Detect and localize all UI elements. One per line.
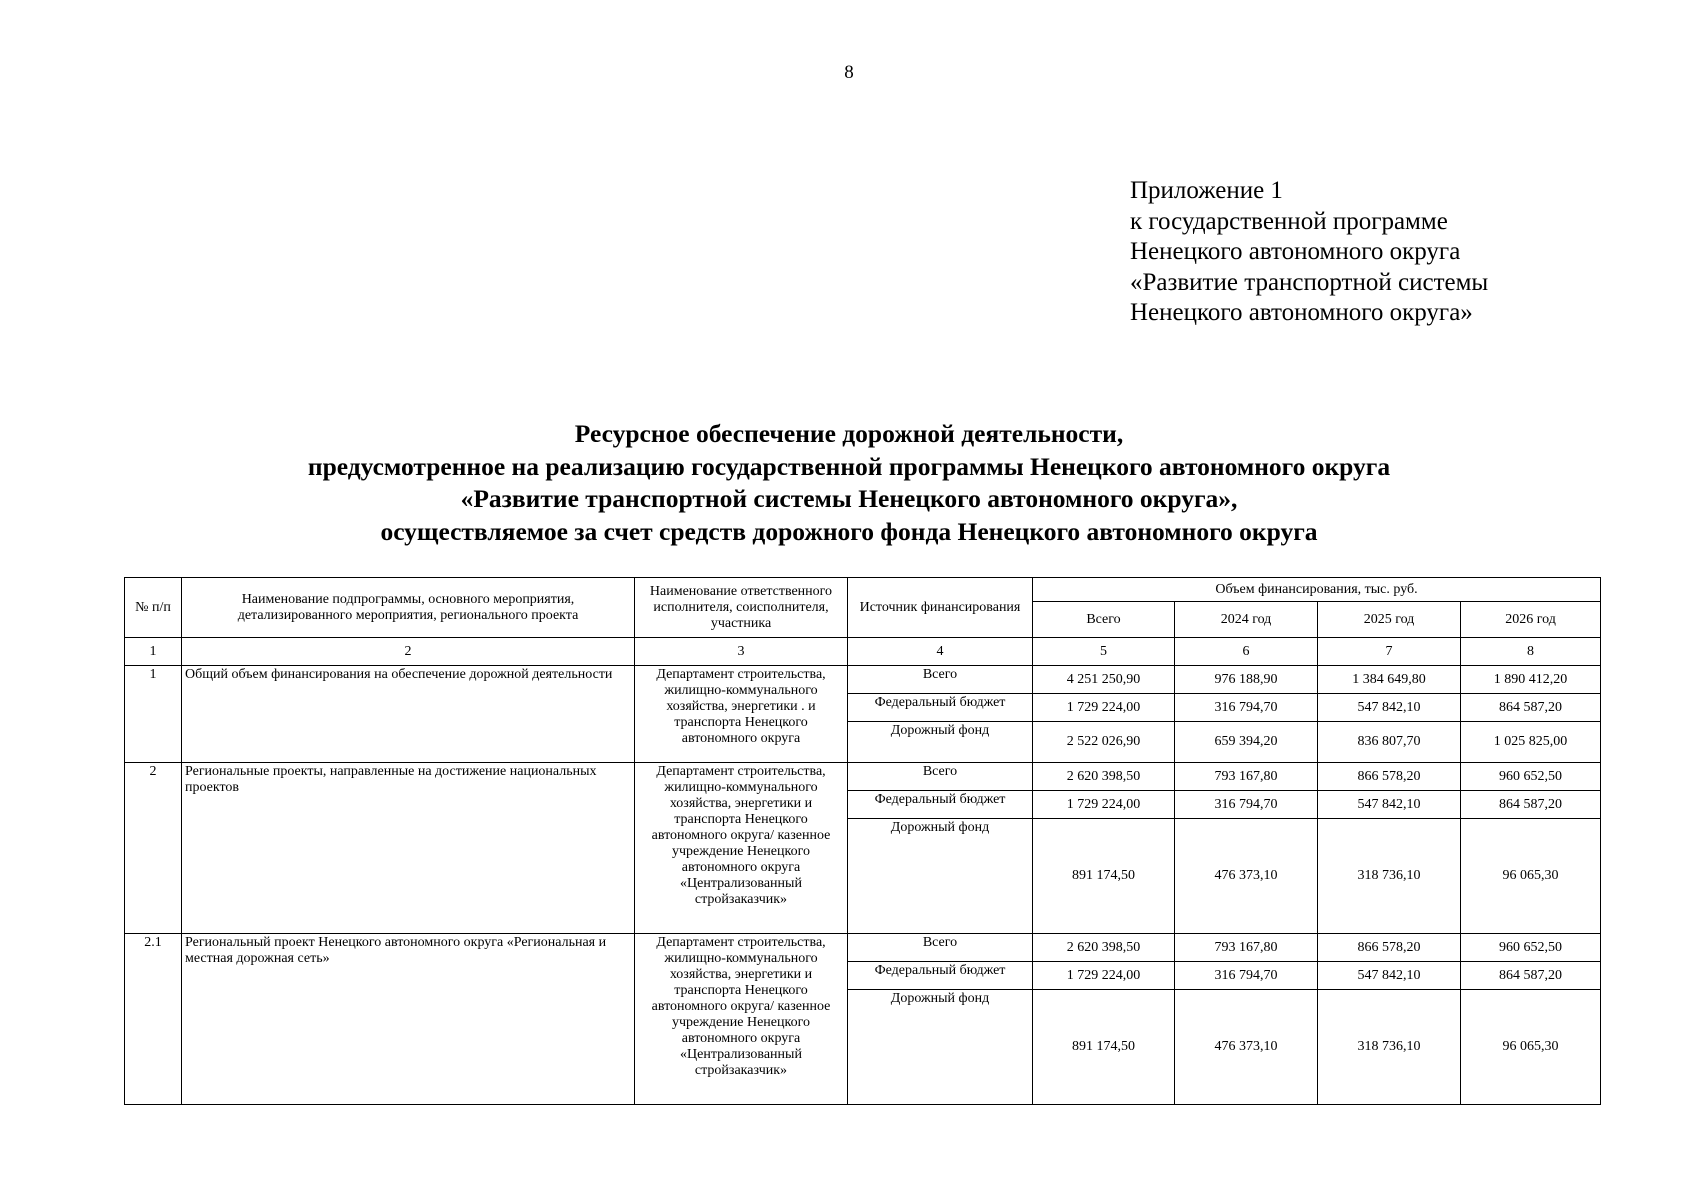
value-2026: 960 652,50: [1461, 934, 1601, 962]
value-2024: 476 373,10: [1175, 819, 1318, 934]
value-2025: 1 384 649,80: [1318, 666, 1461, 694]
row-num: 2.1: [125, 934, 182, 1105]
value-total: 2 620 398,50: [1033, 763, 1175, 791]
row-source: Всего: [848, 934, 1033, 962]
value-2024: 316 794,70: [1175, 791, 1318, 819]
value-2024: 793 167,80: [1175, 934, 1318, 962]
value-2026: 1 025 825,00: [1461, 722, 1601, 763]
col-number: 3: [635, 638, 848, 666]
header-num: № п/п: [125, 578, 182, 638]
value-total: 2 522 026,90: [1033, 722, 1175, 763]
col-number: 8: [1461, 638, 1601, 666]
value-2026: 96 065,30: [1461, 819, 1601, 934]
value-2025: 547 842,10: [1318, 962, 1461, 990]
col-number: 4: [848, 638, 1033, 666]
value-2026: 96 065,30: [1461, 990, 1601, 1105]
row-executor: Департамент строительства, жилищно-коммунального хозяйства, энергетики и транспорта Ненецкого автономного округа/ казенное учреждение Ненецкого автономного округа «Централизованный стройзаказчик»: [635, 763, 848, 934]
value-total: 1 729 224,00: [1033, 962, 1175, 990]
funding-table: [124, 577, 1601, 1105]
title-line: осуществляемое за счет средств дорожного фонда Ненецкого автономного округа: [380, 516, 1318, 546]
col-number: 2: [182, 638, 635, 666]
row-source: Дорожный фонд: [848, 990, 1033, 1105]
value-2024: 793 167,80: [1175, 763, 1318, 791]
row-num: 1: [125, 666, 182, 763]
annex-block: [1130, 176, 1488, 329]
annex-line: Ненецкого автономного округа»: [1130, 299, 1473, 326]
table-row: [125, 763, 1601, 791]
annex-line: к государственной программе: [1130, 207, 1448, 235]
value-total: 1 729 224,00: [1033, 791, 1175, 819]
value-2026: 1 890 412,20: [1461, 666, 1601, 694]
annex-line: «Развитие транспортной системы: [1130, 268, 1489, 296]
row-source: Всего: [848, 763, 1033, 791]
value-total: 1 729 224,00: [1033, 694, 1175, 722]
row-source: Федеральный бюджет: [848, 694, 1033, 722]
value-2024: 316 794,70: [1175, 962, 1318, 990]
value-2026: 864 587,20: [1461, 791, 1601, 819]
col-number: 7: [1318, 638, 1461, 666]
header-executor: Наименование ответственного исполнителя, соисполнителя, участника: [635, 578, 848, 638]
value-total: 891 174,50: [1033, 990, 1175, 1105]
value-2026: 864 587,20: [1461, 694, 1601, 722]
value-2025: 547 842,10: [1318, 791, 1461, 819]
value-2025: 318 736,10: [1318, 990, 1461, 1105]
col-number: 6: [1175, 638, 1318, 666]
value-2025: 547 842,10: [1318, 694, 1461, 722]
title-line: Ресурсное обеспечение дорожной деятельности,: [574, 419, 1124, 448]
document-title: [0, 418, 1698, 548]
page-number: 8: [844, 62, 854, 83]
annex-line: Ненецкого автономного округа: [1130, 238, 1461, 265]
row-source: Федеральный бюджет: [848, 962, 1033, 990]
header-2025: 2025 год: [1318, 602, 1461, 638]
value-total: 2 620 398,50: [1033, 934, 1175, 962]
value-2026: 864 587,20: [1461, 962, 1601, 990]
col-number: 1: [125, 638, 182, 666]
value-total: 891 174,50: [1033, 819, 1175, 934]
header-volume: Объем финансирования, тыс. руб.: [1033, 578, 1601, 602]
value-2024: 476 373,10: [1175, 990, 1318, 1105]
value-total: 4 251 250,90: [1033, 666, 1175, 694]
header-2026: 2026 год: [1461, 602, 1601, 638]
value-2024: 976 188,90: [1175, 666, 1318, 694]
value-2025: 318 736,10: [1318, 819, 1461, 934]
value-2025: 866 578,20: [1318, 763, 1461, 791]
row-source: Федеральный бюджет: [848, 791, 1033, 819]
row-executor: Департамент строительства, жилищно-коммунального хозяйства, энергетики . и транспорта Ненецкого автономного округа: [635, 666, 848, 763]
row-source: Всего: [848, 666, 1033, 694]
annex-line: Приложение 1: [1130, 177, 1283, 204]
value-2026: 960 652,50: [1461, 763, 1601, 791]
row-name: Региональный проект Ненецкого автономного округа «Региональная и местная дорожная сеть»: [182, 934, 635, 1105]
title-line: «Развитие транспортной системы Ненецкого автономного округа»,: [460, 484, 1238, 513]
value-2024: 659 394,20: [1175, 722, 1318, 763]
table-row: [125, 934, 1601, 962]
row-num: 2: [125, 763, 182, 934]
row-name: Региональные проекты, направленные на достижение национальных проектов: [182, 763, 635, 934]
title-line: предусмотренное на реализацию государственной программы Ненецкого автономного округа: [307, 451, 1391, 481]
row-name: Общий объем финансирования на обеспечение дорожной деятельности: [182, 666, 635, 763]
row-source: Дорожный фонд: [848, 722, 1033, 763]
table-row: [125, 666, 1601, 694]
col-number: 5: [1033, 638, 1175, 666]
value-2024: 316 794,70: [1175, 694, 1318, 722]
value-2025: 836 807,70: [1318, 722, 1461, 763]
header-2024: 2024 год: [1175, 602, 1318, 638]
header-total: Всего: [1033, 602, 1175, 638]
row-source: Дорожный фонд: [848, 819, 1033, 934]
value-2025: 866 578,20: [1318, 934, 1461, 962]
header-name: Наименование подпрограммы, основного мероприятия, детализированного мероприятия, регионального проекта: [182, 578, 635, 638]
row-executor: Департамент строительства, жилищно-коммунального хозяйства, энергетики и транспорта Ненецкого автономного округа/ казенное учреждение Ненецкого автономного округа «Централизованный стройзаказчик»: [635, 934, 848, 1105]
header-source: Источник финансирования: [848, 578, 1033, 638]
